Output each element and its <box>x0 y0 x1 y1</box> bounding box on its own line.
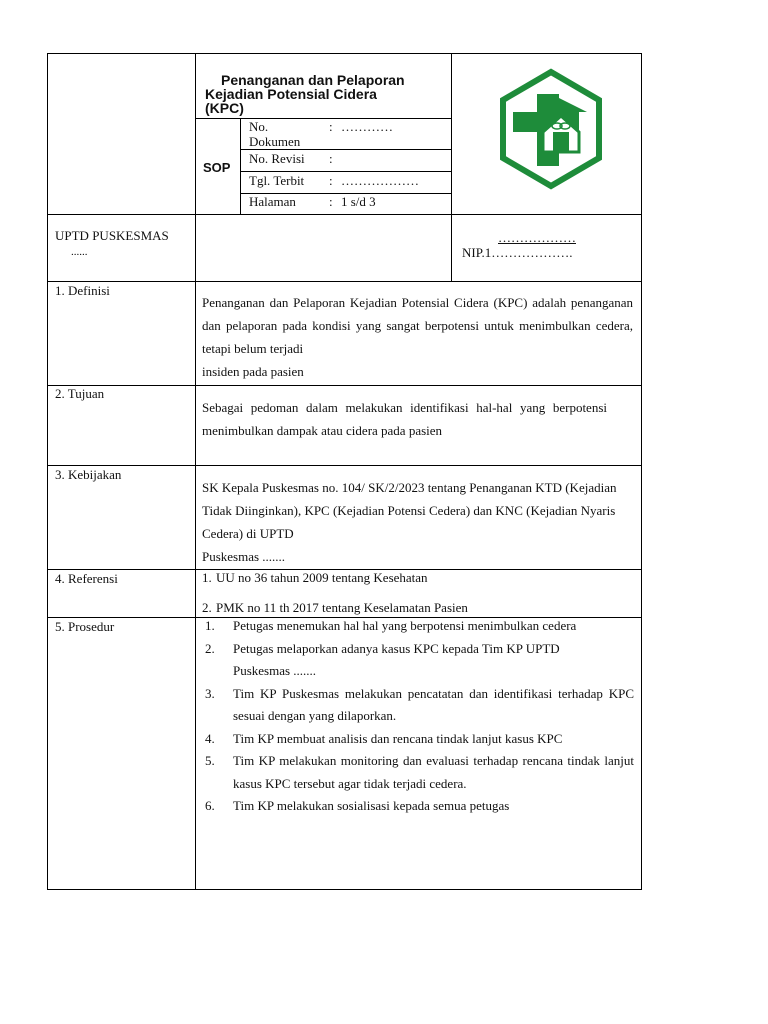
list-item-number: 2. <box>202 600 212 615</box>
meta-key: No. Revisi <box>249 151 305 166</box>
list-item-text: Tim KP Puskesmas melakukan pencatatan dan identifikasi terhadap KPC sesuai dengan yang dilaporkan. <box>233 685 634 723</box>
list-item-number: 1. <box>205 618 215 633</box>
list-item-text: Tim KP melakukan sosialisasi kepada semua petugas <box>233 798 510 813</box>
list-item <box>205 638 634 683</box>
list-item-text: PMK no 11 th 2017 tentang Keselamatan Pasien <box>216 600 468 615</box>
meta-key: Tgl. Terbit <box>249 173 305 188</box>
list-item <box>205 795 634 818</box>
signature-line: ……………… <box>498 230 576 245</box>
tujuan-paragraph: Sebagai pedoman dalam melakukan identifikasi hal-hal yang berpotensi menimbulkan dampak atau cidera pada pasien <box>202 400 607 438</box>
section-label-kebijakan: 3. Kebijakan <box>55 467 122 482</box>
title-line-3: (KPC) <box>205 100 244 116</box>
meta-colon: : <box>329 119 333 134</box>
org-name <box>55 228 169 260</box>
list-item-text: Tim KP membuat analisis dan rencana tindak lanjut kasus KPC <box>233 730 563 746</box>
list-item-number: 6. <box>205 798 215 813</box>
list-item-text: Tim KP melakukan monitoring dan evaluasi terhadap rencana tindak lanjut kasus KPC tersebut agar tidak terjadi cedera. <box>233 753 634 791</box>
meta-value: ………… <box>341 119 393 134</box>
org-name-suffix: ...... <box>71 246 88 258</box>
definisi-paragraph-2: insiden pada pasien <box>202 364 304 379</box>
list-item-text: Petugas melaporkan adanya kasus KPC kepada Tim KP UPTD Puskesmas ....... <box>233 640 560 678</box>
list-item-number: 1. <box>202 570 212 585</box>
definisi-text <box>202 291 633 383</box>
org-name-text: UPTD PUSKESMAS <box>55 228 169 243</box>
list-item-number: 5. <box>205 753 215 768</box>
section-label-definisi: 1. Definisi <box>55 283 110 298</box>
list-item-number: 4. <box>205 730 215 746</box>
list-item-text: UU no 36 tahun 2009 tentang Kesehatan <box>216 570 428 585</box>
section-label-referensi: 4. Referensi <box>55 571 118 586</box>
meta-key-2: Dokumen <box>249 134 301 149</box>
puskesmas-cross-logo-icon <box>497 68 605 190</box>
meta-colon: : <box>329 173 333 188</box>
title-line-2: Kejadian Potensial Cidera <box>205 86 377 102</box>
meta-key: No. <box>249 119 269 134</box>
section-label-prosedur: 5. Prosedur <box>55 619 115 634</box>
meta-colon: : <box>329 151 333 166</box>
section-label-tujuan: 2. Tujuan <box>55 386 105 401</box>
list-item-text: Petugas menemukan hal hal yang berpotensi menimbulkan cedera <box>233 618 577 633</box>
list-item <box>205 615 634 638</box>
list-item-number: 3. <box>205 685 215 701</box>
meta-tgl-terbit <box>249 173 419 188</box>
list-item-number: 2. <box>205 640 215 656</box>
kebijakan-paragraph: SK Kepala Puskesmas no. 104/ SK/2/2023 tentang Penanganan KTD (Kejadian Tidak Diinginkan), KPC (Kejadian Potensi Cedera) dan KNC (Kejadian Nyaris Cedera) di UPTD <box>202 480 617 541</box>
kebijakan-text <box>202 476 634 568</box>
list-item <box>202 569 634 587</box>
meta-value: ……………… <box>341 173 419 188</box>
title-line-1: Penanganan dan Pelaporan <box>221 72 405 88</box>
meta-no-revisi <box>249 151 341 166</box>
prosedur-list <box>205 615 634 818</box>
sop-label: SOP <box>203 160 231 175</box>
meta-key: Halaman <box>249 194 296 209</box>
definisi-paragraph: Penanganan dan Pelaporan Kejadian Potensial Cidera (KPC) adalah penanganan dan pelaporan pada kondisi yang sangat berpotensi untuk menimbulkan cedera, tetapi belum terjadi <box>202 295 633 356</box>
meta-value: 1 s/d 3 <box>341 194 376 209</box>
list-item <box>205 683 634 728</box>
list-item <box>205 750 634 795</box>
meta-colon: : <box>329 194 333 209</box>
list-item <box>205 728 634 751</box>
kebijakan-paragraph-2: Puskesmas ....... <box>202 549 286 564</box>
meta-halaman <box>249 194 376 209</box>
tujuan-text <box>202 396 607 442</box>
meta-no-dokumen <box>249 119 393 149</box>
nip-line: NIP.1………………. <box>462 245 573 260</box>
referensi-list <box>202 569 634 617</box>
document-title <box>205 73 445 115</box>
